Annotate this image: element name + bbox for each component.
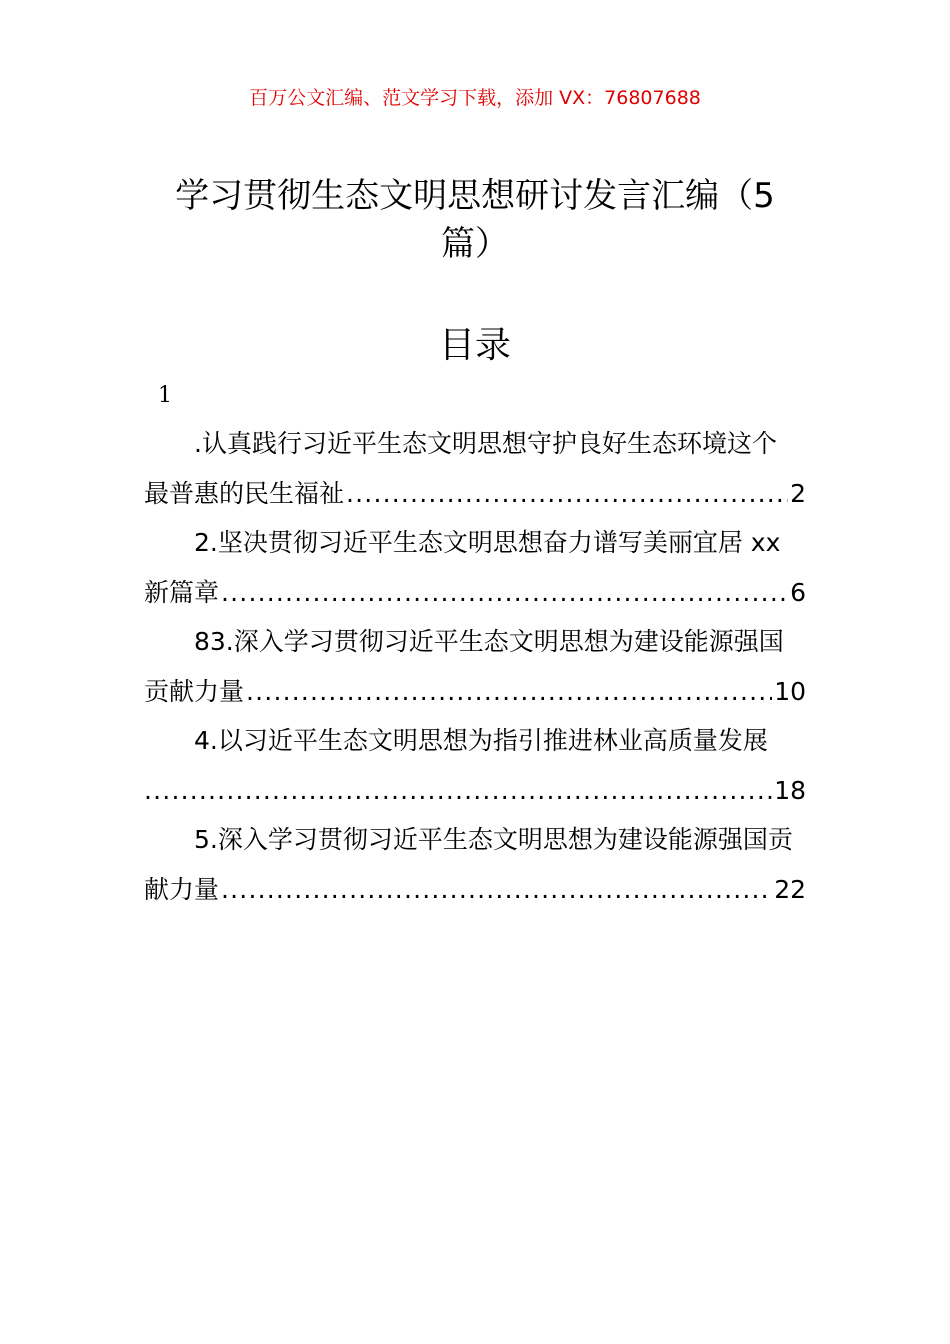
- header-promo-note: 百万公文汇编、范文学习下载，添加 VX：76807688: [249, 87, 701, 109]
- toc-dot-leader: [246, 667, 772, 717]
- toc-entry-title-line1: 4.以习近平生态文明思想为指引推进林业高质量发展: [194, 726, 768, 755]
- toc-entry[interactable]: [144, 617, 806, 716]
- toc-entry[interactable]: [144, 716, 806, 815]
- toc-entry[interactable]: [144, 518, 806, 617]
- document-title: 学习贯彻生态文明思想研讨发言汇编（5篇）: [175, 176, 775, 264]
- toc-dot-leader: [346, 469, 788, 519]
- toc-dot-leader: [221, 865, 772, 915]
- toc-entry[interactable]: [144, 815, 806, 914]
- table-of-contents: [144, 419, 806, 914]
- toc-page-number: 2: [790, 478, 806, 508]
- toc-entry-title-line1: 83.深入学习贯彻习近平生态文明思想为建设能源强国: [194, 627, 784, 656]
- toc-page-number: 10: [774, 676, 806, 706]
- toc-heading: 目录: [438, 325, 511, 366]
- toc-dot-leader: [221, 568, 788, 618]
- toc-page-number: 18: [774, 775, 806, 805]
- toc-dot-leader: [144, 766, 772, 816]
- toc-entry[interactable]: [144, 419, 806, 518]
- toc-entry-title-line2: 贡献力量: [144, 676, 245, 706]
- toc-entry-title-line1: 5.深入学习贯彻习近平生态文明思想为建设能源强国贡: [194, 825, 793, 854]
- toc-entry-title-line2: 最普惠的民生福祉: [144, 478, 345, 508]
- toc-entry-title-line1: 2.坚决贯彻习近平生态文明思想奋力谱写美丽宜居 xx: [194, 528, 781, 557]
- toc-page-number: 22: [774, 874, 806, 904]
- toc-entry-title-line2: 新篇章: [144, 577, 220, 607]
- toc-page-number: 6: [790, 577, 806, 607]
- stray-number: 1: [158, 383, 172, 408]
- toc-entry-title-line1: .认真践行习近平生态文明思想守护良好生态环境这个: [194, 429, 777, 458]
- toc-entry-title-line2: 献力量: [144, 874, 220, 904]
